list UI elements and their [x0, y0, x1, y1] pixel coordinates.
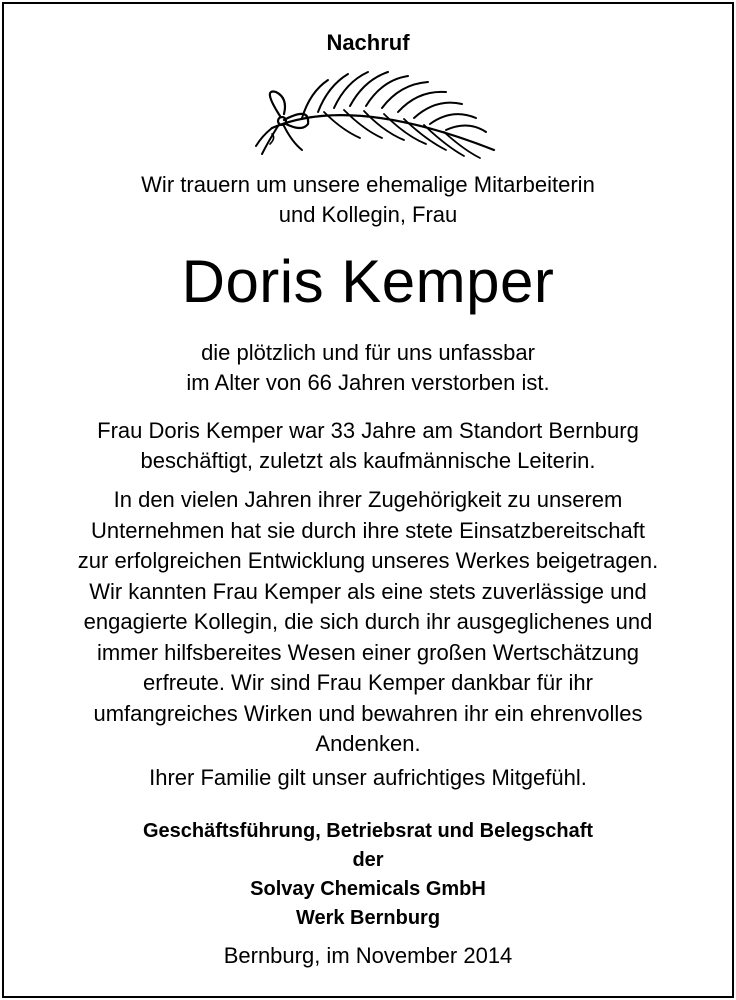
place-date: Bernburg, im November 2014 — [223, 943, 513, 968]
tribute-paragraph: In den vielen Jahren ihrer Zugehörigkeit zu unserem Unternehmen hat sie durch ihre stete Einsatzbereitschaft zur erfolgreichen Entwicklung unseres Werkes beigetragen. Wir kannten Frau Kemper als eine stets zuverlässige und engagierte Kollegin, die sich durch ihr ausgeglichenes und immer hilfsbereites Wesen einer großen Wertschätzung erfreute. Wir sind Frau Kemper dankbar für ihr umfangreiches Wirken und bewahren ihr ein ehrenvolles Andenken. — [77, 487, 659, 756]
death-statement: die plötzlich und für uns unfassbar im Alter von 66 Jahren verstorben ist. — [186, 340, 550, 395]
signature-block: Geschäftsführung, Betriebsrat und Belegschaft der Solvay Chemicals GmbH Werk Bernburg — [142, 820, 594, 929]
palm-frond-with-bow-icon — [232, 66, 502, 166]
condolence-line: Ihrer Familie gilt unser aufrichtiges Mitgefühl. — [149, 765, 587, 790]
deceased-name: Doris Kemper — [181, 248, 555, 315]
intro-text: Wir trauern um unsere ehemalige Mitarbeiterin und Kollegin, Frau — [141, 172, 595, 227]
career-statement: Frau Doris Kemper war 33 Jahre am Standort Bernburg beschäftigt, zuletzt als kaufmännische Leiterin. — [97, 418, 639, 473]
notice-heading: Nachruf — [326, 30, 410, 55]
